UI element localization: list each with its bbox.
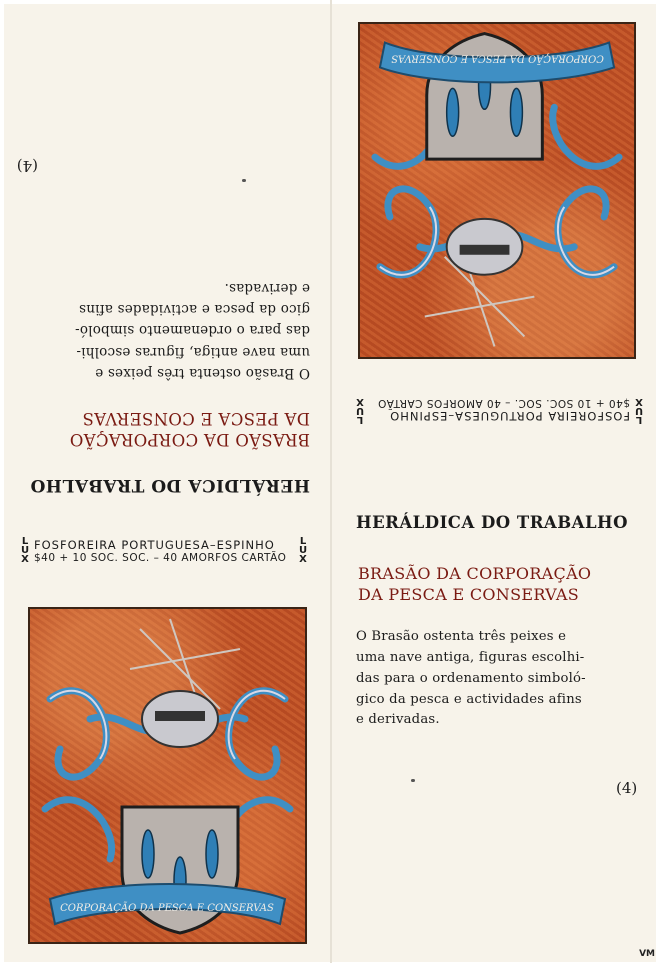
lux-mark-right: L U X (634, 396, 644, 425)
heading: HERÁLDICA DO TRABALHO (356, 513, 629, 532)
ink-dot (242, 179, 246, 182)
body-line: das para o ordenamento simboló- (74, 322, 310, 339)
heading: HERÁLDICA DO TRABALHO (30, 475, 310, 495)
body-line: e derivadas. (224, 279, 310, 296)
brand-block-right (378, 397, 630, 423)
brand-block-left (34, 538, 286, 564)
body-line: e derivadas. (356, 712, 440, 728)
subtitle-line-1: BRASÃO DA CORPORAÇÃO (69, 430, 310, 449)
brand-details: $40 + 10 SOC. SOC. – 40 AMORFOS CARTÃO (34, 552, 287, 564)
rotated-brand-block (352, 386, 644, 424)
ribbon-text: CORPORAÇÃO DA PESCA E CONSERVAS (391, 52, 604, 64)
ribbon-text: CORPORAÇÃO DA PESCA E CONSERVAS (60, 903, 274, 914)
lux-mark-left-2: L U X (298, 536, 308, 565)
body-paragraph (75, 276, 310, 383)
lux-mark-right-2: L U X (355, 396, 365, 425)
body-line: O Brasão ostenta três peixes e (356, 629, 567, 644)
body-line: das para o ordenamento simboló- (356, 670, 586, 686)
fold-divider (330, 0, 332, 963)
brand-company: FOSFOREIRA PORTUGUESA–ESPINHO (389, 409, 630, 423)
heraldic-artwork (30, 609, 305, 942)
lux-mark-left: L U X (20, 536, 30, 565)
subtitle-line-2: DA PESCA E CONSERVAS (358, 585, 579, 604)
body-line: uma nave antiga, figuras escolhi- (356, 649, 585, 665)
watermark: VM (639, 949, 655, 959)
brand-company: FOSFOREIRA PORTUGUESA–ESPINHO (34, 538, 275, 552)
ink-dot (411, 779, 415, 782)
body-line: gico da pesca e actividades afins (78, 301, 310, 318)
body-line: O Brasão ostenta três peixes e (95, 365, 310, 381)
coat-of-arms-illustration-left (28, 607, 307, 944)
coat-of-arms-illustration-right (358, 22, 636, 359)
body-line: gico da pesca e actividades afins (356, 691, 582, 707)
subtitle-line-2: DA PESCA E CONSERVAS (82, 409, 310, 428)
page-number: (4) (16, 157, 38, 175)
brand-details: $40 + 10 SOC. SOC. – 40 AMORFOS CARTÃO (377, 397, 630, 409)
heraldic-artwork (360, 24, 634, 357)
body-line: uma nave antiga, figuras escolhi- (76, 343, 310, 360)
rotated-text-block (14, 150, 314, 495)
subtitle-line-1: BRASÃO DA CORPORAÇÃO (358, 564, 592, 583)
page-number: (4) (616, 779, 638, 797)
body-paragraph (356, 627, 586, 731)
